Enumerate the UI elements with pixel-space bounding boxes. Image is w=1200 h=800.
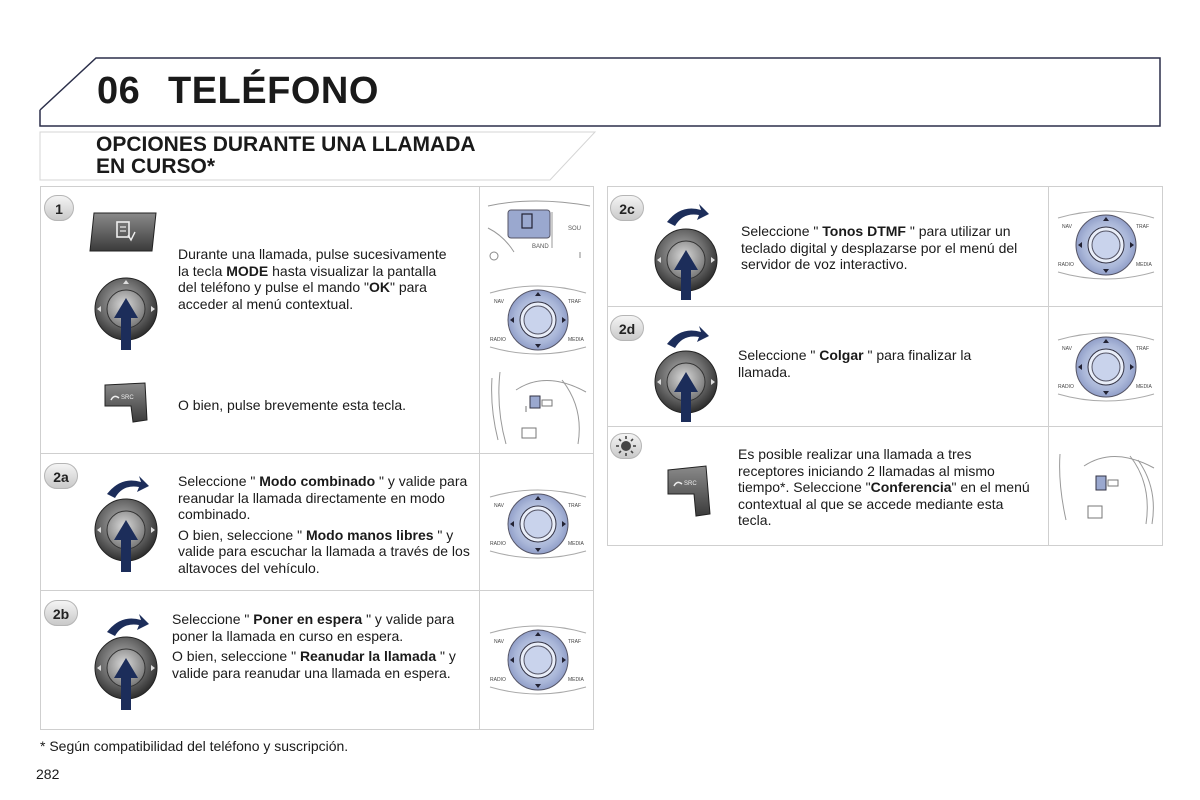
tip-text-a: Es posible realizar una llamada a tres receptores iniciando 2 llamadas al mismo tiempo*. Seleccione ": [738, 446, 995, 495]
knob-label-radio: RADIO: [1058, 384, 1074, 390]
rotate-knob-icon: [653, 322, 719, 424]
step2d-instruction: [738, 347, 1026, 380]
section-title-line2: EN CURSO*: [96, 155, 216, 178]
illustration-label-band: BAND: [532, 244, 549, 250]
illustration-label-sou: SOU: [568, 226, 582, 232]
step1-text-b: hasta visualizar la pantalla del teléfono y pulse el mando ": [178, 262, 437, 295]
knob-label-traf: TRAF: [568, 503, 582, 509]
tip-text: [738, 446, 1040, 529]
step2b-instruction: [172, 611, 468, 681]
rotate-knob-icon: [93, 472, 159, 574]
knob-label-nav: NAV: [494, 503, 504, 509]
step2b-option-resume: Reanudar la llamada: [299, 648, 437, 664]
step1-text-c: " para acceder al menú contextual.: [178, 279, 427, 312]
footnote: * Según compatibilidad del teléfono y suscripción.: [40, 738, 349, 754]
step2b-text-c: O bien, seleccione ": [172, 648, 300, 664]
knob-label-nav: NAV: [494, 299, 504, 305]
step2d-option-hangup: Colgar: [819, 347, 864, 363]
knob-label-traf: TRAF: [568, 639, 582, 645]
src-key-icon: [103, 382, 149, 424]
step-badge-2d: 2d: [610, 315, 644, 341]
step1-mode-key-label: MODE: [226, 262, 269, 279]
head-unit-mode-illustration: [484, 192, 590, 272]
knob-label-media: MEDIA: [568, 677, 584, 683]
chapter-number: 06: [97, 70, 141, 112]
step2c-instruction: [741, 223, 1035, 273]
mode-key-icon: [90, 211, 160, 255]
step2c-text-a: Seleccione ": [741, 223, 823, 239]
knob-label-media: MEDIA: [568, 541, 584, 547]
control-knob-illustration: [1054, 208, 1158, 282]
step2a-text-b: " y valide para reanudar la llamada directamente en modo combinado.: [178, 473, 468, 522]
section-title-line1: OPCIONES DURANTE UNA LLAMADA: [96, 133, 476, 156]
steering-wheel-illustration: [486, 368, 590, 448]
knob-label-media: MEDIA: [568, 337, 584, 343]
step1-text-a: Durante una llamada, pulse sucesivamente la tecla: [178, 246, 447, 279]
rotate-knob-icon: [93, 610, 159, 712]
section-title: [96, 134, 566, 178]
knob-label-radio: RADIO: [1058, 262, 1074, 268]
step2a-text-c: O bien, seleccione ": [178, 526, 306, 543]
knob-label-traf: TRAF: [568, 299, 582, 305]
step2b-text-b: " y valide para poner la llamada en curso en espera.: [172, 611, 455, 644]
knob-label-nav: NAV: [1062, 224, 1072, 230]
knob-label-traf: TRAF: [1136, 224, 1150, 230]
knob-label-media: MEDIA: [1136, 384, 1152, 390]
tip-text-b: " en el menú contextual al que se accede mediante esta tecla.: [738, 479, 1030, 528]
src-key-label: SRC: [121, 395, 134, 401]
step2b-option-hold: Poner en espera: [253, 611, 363, 627]
control-knob-illustration: [486, 283, 590, 357]
step-badge-2c: 2c: [610, 195, 644, 221]
step1-ok-label: OK: [368, 279, 390, 295]
chapter-title: TELÉFONO: [168, 70, 379, 112]
ok-knob-press-icon: [93, 274, 159, 354]
page-number: 282: [36, 766, 60, 782]
tip-option-conference: Conferencia: [870, 479, 952, 495]
knob-label-nav: NAV: [494, 639, 504, 645]
step2b-text-d: " y valide para reanudar una llamada en espera.: [172, 648, 456, 681]
knob-label-radio: RADIO: [490, 337, 506, 343]
rotate-knob-icon: [653, 200, 719, 302]
knob-label-radio: RADIO: [490, 677, 506, 683]
step2a-text-a: Seleccione ": [178, 473, 260, 489]
control-knob-illustration: [486, 623, 590, 697]
step2d-text-a: Seleccione ": [738, 347, 820, 363]
step2d-text-b: " para finalizar la llamada.: [738, 347, 972, 380]
step-badge-2a: 2a: [44, 463, 78, 489]
steering-wheel-illustration: [1054, 444, 1158, 528]
knob-label-radio: RADIO: [490, 541, 506, 547]
src-key-icon: [666, 464, 712, 518]
step1-alternative: O bien, pulse brevemente esta tecla.: [178, 397, 407, 413]
control-knob-illustration: [486, 487, 590, 561]
step2b-text-a: Seleccione ": [172, 611, 254, 627]
step2a-text-d: " y valide para escuchar la llamada a través de los altavoces del vehículo.: [178, 526, 470, 576]
step2a-option-handsfree: Modo manos libres: [305, 526, 434, 543]
tip-lightbulb-icon: [610, 433, 642, 459]
control-knob-illustration: [1054, 330, 1158, 404]
knob-label-traf: TRAF: [1136, 346, 1150, 352]
step1-instruction: [178, 246, 450, 312]
step2a-instruction: [178, 473, 470, 576]
step2a-option-combined: Modo combinado: [259, 473, 376, 489]
knob-label-nav: NAV: [1062, 346, 1072, 352]
step-badge-2b: 2b: [44, 600, 78, 626]
step2c-text-b: " para utilizar un teclado digital y desplazarse por el menú del servidor de voz interactivo.: [741, 223, 1018, 272]
src-key-label: SRC: [684, 481, 697, 487]
knob-label-media: MEDIA: [1136, 262, 1152, 268]
step2c-option-dtmf: Tonos DTMF: [822, 223, 906, 239]
step-badge-1: 1: [44, 195, 74, 221]
